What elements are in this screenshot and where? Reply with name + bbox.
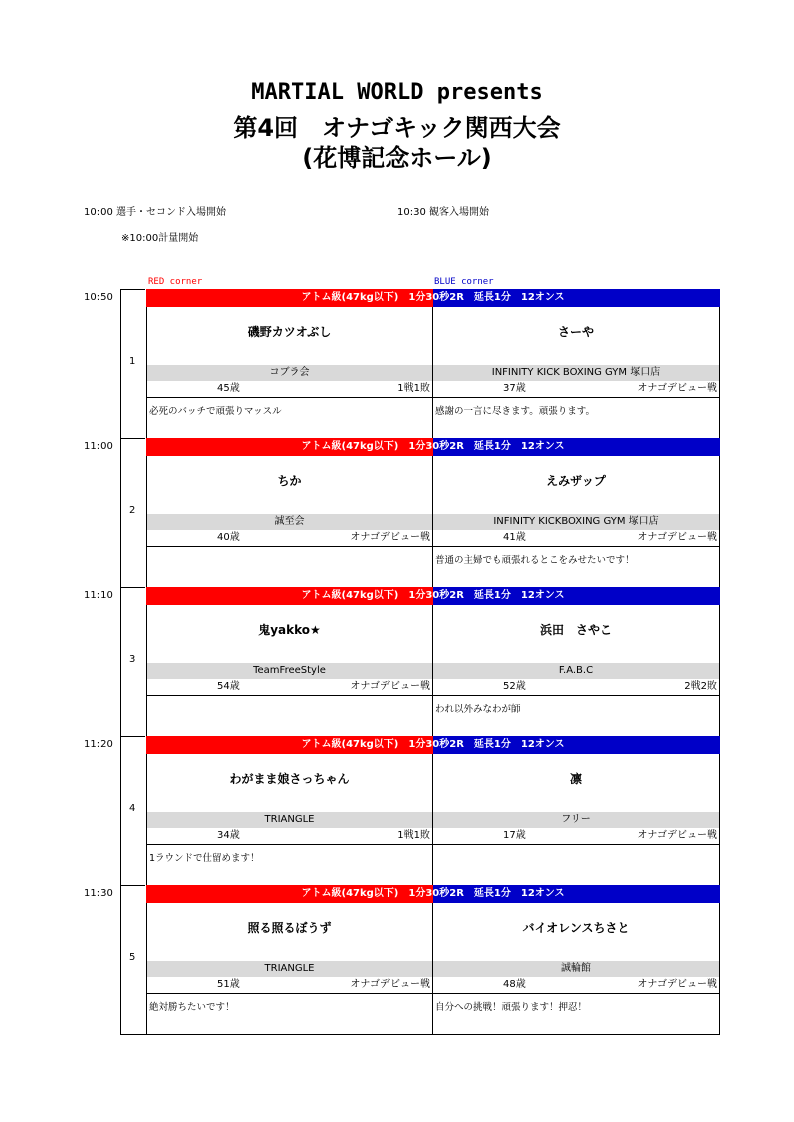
bout-time: 11:00	[84, 441, 113, 452]
bout-rule: アトム級(47kg以下) 1分30秒2R 延長1分 12オンス	[301, 292, 565, 303]
bout-rule: アトム級(47kg以下) 1分30秒2R 延長1分 12オンス	[301, 888, 565, 899]
fighter-comment: 普通の主婦でも頑張れるとこをみせたいです！	[435, 555, 635, 566]
fighter-gym: フリー	[433, 812, 719, 828]
blue-fighter	[433, 754, 720, 885]
fighter-name: 凛	[569, 772, 582, 786]
schedule-bottom-border	[120, 1034, 720, 1035]
bout-row	[84, 587, 720, 736]
event-title: 第4回 オナゴキック関西大会	[233, 114, 561, 142]
bout-number-cell	[120, 885, 145, 1034]
fighter-record: オナゴデビュー戦	[637, 532, 717, 543]
fighter-comment: 1ラウンドで仕留めます！	[149, 853, 260, 864]
fighter-gym: INFINITY KICKBOXING GYM 塚口店	[433, 514, 719, 530]
fighter-age: 37歳	[503, 383, 526, 394]
red-fighter	[146, 605, 433, 736]
fighter-age: 45歳	[217, 383, 240, 394]
fighter-name: えみザップ	[546, 474, 606, 488]
fighter-gym: INFINITY KICK BOXING GYM 塚口店	[433, 365, 719, 381]
fighter-record: オナゴデビュー戦	[637, 979, 717, 990]
fighter-record: 1戦1敗	[397, 383, 430, 394]
bout-card	[146, 289, 720, 438]
divider	[433, 695, 719, 696]
fighter-gym: TRIANGLE	[147, 961, 432, 977]
divider	[433, 993, 719, 994]
red-fighter	[146, 754, 433, 885]
bout-time: 10:50	[84, 292, 113, 303]
fighter-gym: コブラ会	[147, 365, 432, 381]
fighter-age: 40歳	[217, 532, 240, 543]
bout-card	[146, 438, 720, 587]
fighter-gym: TRIANGLE	[147, 812, 432, 828]
fighter-age: 41歳	[503, 532, 526, 543]
fighter-age: 54歳	[217, 681, 240, 692]
blue-fighter	[433, 605, 720, 736]
bout-rule: アトム級(47kg以下) 1分30秒2R 延長1分 12オンス	[301, 739, 565, 750]
blue-fighter	[433, 307, 720, 438]
audience-entry-note: 10:30 観客入場開始	[397, 207, 489, 218]
fighter-record: オナゴデビュー戦	[350, 979, 430, 990]
bout-number: 2	[129, 505, 136, 516]
blue-corner-label: BLUE corner	[434, 277, 494, 287]
fighter-name: さーや	[557, 325, 594, 339]
divider	[147, 993, 432, 994]
fighter-record: オナゴデビュー戦	[637, 830, 717, 841]
entry-time-note: 10:00 選手・セコンド入場開始	[84, 207, 226, 218]
bout-number: 3	[129, 654, 136, 665]
fighter-name: わがまま娘さっちゃん	[229, 772, 350, 786]
fighter-name: 浜田 さやこ	[539, 623, 612, 637]
fighter-gym: F.A.B.C	[433, 663, 719, 679]
divider	[433, 397, 719, 398]
fighter-age: 52歳	[503, 681, 526, 692]
fighter-comment: 自分への挑戦！頑張ります！押忍！	[435, 1002, 588, 1013]
red-corner-label: RED corner	[148, 277, 203, 287]
bout-number: 5	[129, 952, 136, 963]
fighter-gym: TeamFreeStyle	[147, 663, 432, 679]
fighter-comment: 絶対勝ちたいです！	[149, 1002, 235, 1013]
divider	[433, 844, 719, 845]
bout-number-cell	[120, 438, 145, 587]
fighter-record: オナゴデビュー戦	[350, 681, 430, 692]
fighter-name: 鬼yakko★	[258, 623, 321, 637]
divider	[147, 397, 432, 398]
bout-number-cell	[120, 587, 145, 736]
fighter-comment: 必死のバッチで頑張りマッスル	[149, 406, 282, 417]
red-fighter	[146, 456, 433, 587]
fighter-age: 17歳	[503, 830, 526, 841]
fighter-record: 1戦1敗	[397, 830, 430, 841]
red-fighter	[146, 903, 433, 1034]
fighter-gym: 誠輪館	[433, 961, 719, 977]
bout-rule: アトム級(47kg以下) 1分30秒2R 延長1分 12オンス	[301, 590, 565, 601]
red-fighter	[146, 307, 433, 438]
bout-card	[146, 587, 720, 736]
divider	[433, 546, 719, 547]
bout-row	[84, 736, 720, 885]
fighter-name: ちか	[277, 474, 302, 488]
fighter-age: 51歳	[217, 979, 240, 990]
bout-time: 11:20	[84, 739, 113, 750]
weigh-in-note: ※10:00計量開始	[121, 233, 199, 244]
fighter-comment: 感謝の一言に尽きます。頑張ります。	[435, 406, 595, 417]
fighter-record: オナゴデビュー戦	[350, 532, 430, 543]
divider	[147, 844, 432, 845]
event-presenter-title: MARTIAL WORLD presents	[251, 80, 543, 105]
bout-number: 4	[129, 803, 136, 814]
bout-number-cell	[120, 736, 145, 885]
bout-time: 11:10	[84, 590, 113, 601]
bout-time: 11:30	[84, 888, 113, 899]
blue-fighter	[433, 456, 720, 587]
bout-card	[146, 736, 720, 885]
bout-number: 1	[129, 356, 136, 367]
fighter-name: バイオレンスちさと	[522, 921, 630, 935]
event-venue: (花博記念ホール)	[302, 144, 492, 172]
bout-card	[146, 885, 720, 1034]
bout-number-cell	[120, 289, 145, 438]
bout-row	[84, 438, 720, 587]
bout-schedule	[84, 289, 720, 1034]
divider	[147, 695, 432, 696]
fighter-gym: 誠至会	[147, 514, 432, 530]
bout-row	[84, 885, 720, 1034]
bout-rule: アトム級(47kg以下) 1分30秒2R 延長1分 12オンス	[301, 441, 565, 452]
fighter-name: 磯野カツオぶし	[247, 325, 332, 339]
fighter-record: 2戦2敗	[684, 681, 717, 692]
fighter-name: 照る照るぼうず	[247, 921, 332, 935]
divider	[147, 546, 432, 547]
blue-fighter	[433, 903, 720, 1034]
fighter-record: オナゴデビュー戦	[637, 383, 717, 394]
fighter-comment: われ以外みなわが師	[435, 704, 521, 715]
fighter-age: 34歳	[217, 830, 240, 841]
bout-row	[84, 289, 720, 438]
fighter-age: 48歳	[503, 979, 526, 990]
